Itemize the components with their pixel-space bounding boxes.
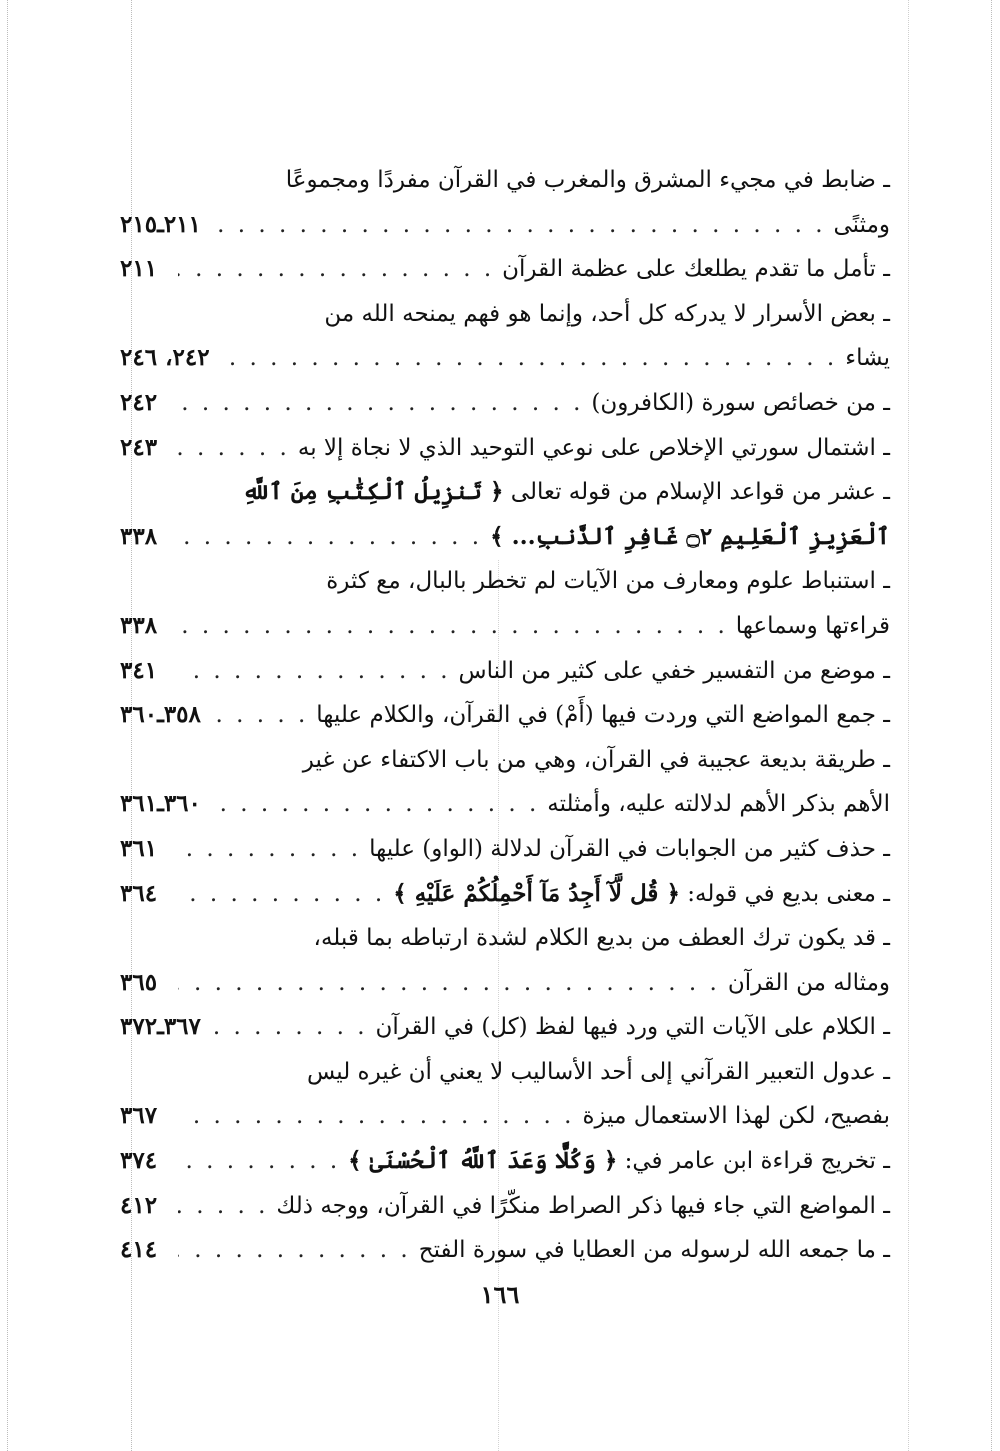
scan-guide-line: [908, 0, 909, 1451]
dot-leader: [209, 1005, 368, 1050]
entry-topic: ـ ما جمعه الله لرسوله من العطايا في سورة الفتح: [418, 1237, 890, 1264]
entry-topic: ـ موضع من التفسير خفي على كثير من الناس: [458, 657, 890, 684]
index-entry: [120, 1094, 890, 1139]
index-entry: [120, 1184, 890, 1229]
entry-topic: ـ حذف كثير من الجوابات في القرآن لدلالة (الواو) عليها: [369, 835, 890, 862]
index-entry: [120, 1139, 890, 1184]
index-entry: [120, 872, 890, 917]
page-reference: ٣٦١: [120, 834, 158, 862]
index-entry: [120, 827, 890, 872]
entry-topic: ـ عدول التعبير القرآني إلى أحد الأساليب لا يعني أن غيره ليس: [306, 1058, 890, 1085]
page-reference: ٤١٤: [120, 1236, 158, 1264]
index-entry: [120, 738, 890, 783]
entry-text: [591, 381, 890, 426]
page-reference: ٣٦٧ـ٣٧٢: [120, 1013, 201, 1041]
entry-topic: ـ تأمل ما تقدم يطلعك على عظمة القرآن: [502, 256, 890, 283]
entry-text: [324, 292, 890, 337]
entry-text: [582, 1094, 890, 1139]
entry-text: [502, 247, 890, 292]
index-entry: [120, 470, 890, 515]
entry-text: [242, 470, 890, 515]
dot-leader: [178, 961, 720, 1006]
index-entry: [120, 649, 890, 694]
entry-text: [348, 1139, 890, 1184]
entry-topic: ـ استنباط علوم ومعارف من الآيات لم تخطر بالبال، مع كثرة: [326, 568, 890, 595]
entry-topic: ـ ضابط في مجيء المشرق والمغرب في القرآن مفردًا ومجموعًا: [285, 167, 890, 193]
entry-text: [547, 782, 890, 827]
page-reference: ٣٧٤: [120, 1147, 158, 1175]
entry-text: [736, 604, 890, 649]
entry-text: [834, 203, 890, 248]
entry-topic: ـ طريقة بديعة عجيبة في القرآن، وهي من باب الاكتفاء عن غير: [302, 746, 890, 773]
page-reference: ٢٤٢، ٢٤٦: [120, 344, 210, 372]
scan-guide-line: [7, 0, 8, 1451]
entry-topic: ـ بعض الأسرار لا يدركه كل أحد، وإنما هو فهم يمنحه الله من: [324, 300, 890, 327]
entry-text: [393, 872, 890, 917]
page-reference: ٢٤٣: [120, 433, 158, 461]
index-entry: [120, 158, 890, 203]
entry-topic: ـ المواضع التي جاء فيها ذكر الصراط منكّرًا في القرآن، ووجه ذلك: [276, 1192, 890, 1219]
quran-verse: ﴿ قُل لَّآ أَجِدُ مَآ أَحْمِلُكُمْ عَلَيْهِ ﴾: [393, 879, 680, 907]
entry-text: [490, 515, 890, 560]
entry-topic: ومثنًى: [833, 211, 890, 238]
entry-topic: ـ الكلام على الآيات التي ورد فيها لفظ (كل) في القرآن: [375, 1014, 890, 1041]
page-reference: ٣٣٨: [120, 522, 158, 550]
dot-leader: [178, 604, 728, 649]
entry-text: [298, 426, 890, 471]
entry-text: [314, 916, 890, 961]
index-entry: [120, 515, 890, 560]
index-entry: [120, 1228, 890, 1273]
dot-leader: [178, 1094, 574, 1139]
page-reference: ٣٦٥: [120, 968, 158, 996]
entry-text: [369, 827, 890, 872]
entry-topic: ـ تخريج قراءة ابن عامر في:: [624, 1148, 890, 1175]
dot-leader: [209, 782, 539, 827]
index-entry: [120, 292, 890, 337]
entry-topic: ـ اشتمال سورتي الإخلاص على نوعي التوحيد الذي لا نجاة إلا به: [297, 434, 890, 461]
page-reference: ٣٤١: [120, 656, 158, 684]
dot-leader: [178, 247, 494, 292]
entry-text: [276, 1184, 890, 1229]
quran-verse: ﴿ تَنزِيلُ ٱلْكِتَٰبِ مِنَ ٱللَّهِ: [242, 478, 504, 506]
entry-text: [728, 961, 890, 1006]
index-entry: [120, 336, 890, 381]
index-entry: [120, 247, 890, 292]
page-reference: ٣٣٨: [120, 611, 158, 639]
page-reference: ٢٤٢: [120, 388, 158, 416]
dot-leader: [178, 1139, 340, 1184]
entry-text: [326, 559, 890, 604]
entry-topic: قراءتها وسماعها: [735, 612, 890, 639]
index-entry: [120, 916, 890, 961]
index-entry: [120, 381, 890, 426]
entry-topic: ـ جمع المواضع التي وردت فيها (أَمْ) في القرآن، والكلام عليها: [316, 702, 890, 729]
index-entry: [120, 961, 890, 1006]
entry-text: [303, 738, 890, 783]
page-reference: ٣٦٧: [120, 1102, 158, 1130]
dot-leader: [178, 1228, 411, 1273]
entry-topic: الأهم بذكر الأهم لدلالته عليه، وأمثلته: [547, 791, 890, 818]
entry-text: [286, 158, 890, 203]
entry-text: [459, 649, 890, 694]
entry-topic: ومثاله من القرآن: [727, 969, 890, 996]
index-entry: [120, 426, 890, 471]
dot-leader: [178, 515, 482, 560]
dot-leader: [178, 1184, 268, 1229]
page-reference: ٣٦٤: [120, 879, 158, 907]
dot-leader: [178, 426, 290, 471]
entry-text: [845, 336, 890, 381]
index-entry: [120, 203, 890, 248]
page-reference: ٣٦٠ـ٣٦١: [120, 790, 201, 818]
dot-leader: [178, 649, 451, 694]
entry-text: [316, 693, 890, 738]
page-reference: ٢١١ـ٢١٥: [120, 210, 201, 238]
page-number: ١٦٦: [480, 1280, 520, 1309]
dot-leader: [178, 381, 583, 426]
entry-topic: ـ من خصائص سورة (الكافرون): [591, 389, 890, 416]
index-entry: [120, 782, 890, 827]
quran-verse: ٱلْعَزِيزِ ٱلْعَلِيمِ ۝٢ غَافِرِ ٱلذَّنبِ... ﴾: [490, 522, 890, 550]
topic-index: [120, 158, 890, 1273]
page-reference: ٤١٢: [120, 1191, 158, 1219]
entry-topic: ـ معنى بديع في قوله:: [687, 880, 890, 907]
entry-text: [376, 1005, 890, 1050]
entry-text: [419, 1228, 890, 1273]
entry-topic: يشاء: [845, 345, 890, 372]
quran-verse: ﴿ وَكُلًّا وَعَدَ ٱللَّهُ ٱلْحُسْنَىٰ ﴾: [348, 1147, 618, 1175]
entry-topic: ـ قد يكون ترك العطف من بديع الكلام لشدة ارتباطه بما قبله،: [313, 925, 890, 952]
entry-text: [307, 1050, 890, 1095]
index-entry: [120, 1050, 890, 1095]
dot-leader: [209, 203, 826, 248]
dot-leader: [178, 872, 385, 917]
entry-topic: بفصيح، لكن لهذا الاستعمال ميزة: [582, 1103, 890, 1130]
index-entry: [120, 1005, 890, 1050]
dot-leader: [178, 827, 361, 872]
index-entry: [120, 604, 890, 649]
scan-guide-line: [991, 0, 992, 1451]
index-entry: [120, 559, 890, 604]
dot-leader: [209, 693, 308, 738]
index-entry: [120, 693, 890, 738]
dot-leader: [218, 336, 838, 381]
entry-topic: ـ عشر من قواعد الإسلام من قوله تعالى: [510, 479, 890, 506]
page-reference: ٣٥٨ـ٣٦٠: [120, 701, 201, 729]
page-reference: ٢١١: [120, 255, 158, 283]
